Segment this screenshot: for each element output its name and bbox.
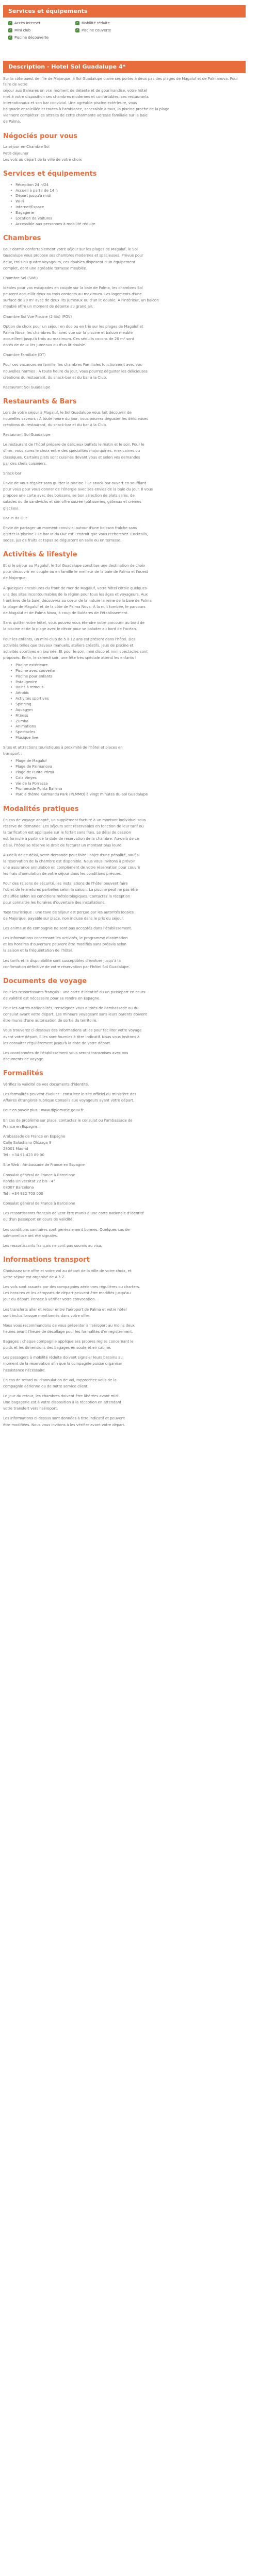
paragraph-gap <box>3 522 255 526</box>
paragraph-gap <box>3 381 255 385</box>
text-line: les frais d'annulation de votre séjour dans les conditions prévues. <box>3 872 122 876</box>
paragraph-gap <box>3 922 255 926</box>
pourquoi-text <box>3 144 255 162</box>
text-line: la plage de Magaluf et de la côte de Palma Nova. À la nuit tombée, le parcours <box>3 604 146 609</box>
documents-text <box>3 990 255 1062</box>
text-line: Chambre Sol Vue Piscine (2 lits) (POV) <box>3 314 72 319</box>
list-item: • Animations <box>10 724 255 730</box>
text-line: salades ou de sandwichs et son offre sucrée (pâtisseries, gâteaux et crèmes <box>3 500 141 504</box>
paragraph-gap <box>3 1335 255 1339</box>
text-line: la saison et la fréquentation de l'hôtel. <box>3 948 73 953</box>
paragraph-gap <box>3 877 255 881</box>
text-line: la piscine et de la plage avec le décor pour se balader au bord de l'océan. <box>3 627 137 632</box>
paragraph-gap <box>3 955 255 958</box>
text-line: Calle Salustiano Olózaga 9 <box>3 1140 52 1145</box>
text-line: Au-delà de ce délai, votre demande peut faire l'objet d'une pénalité, sauf si <box>3 853 140 857</box>
text-line: Snack-bar <box>3 471 22 476</box>
paragraph-gap <box>3 1207 255 1211</box>
text-line: et les horaires d'ouverture peuvent être modifiés sans préavis selon <box>3 942 126 947</box>
text-line: uns des sites incontournables de la région pour tous les âges et voyageurs. Aux <box>3 592 148 597</box>
text-line: être munis d'une autorisation de sortie du territoire. <box>3 1019 98 1023</box>
paragraph-gap <box>3 1240 255 1243</box>
text-line: Vous trouverez ci-dessous des informations utiles pour faciliter votre voyage <box>3 1028 142 1033</box>
text-line: complet, dont une agréable terrasse meublée. <box>3 266 87 270</box>
text-line: propose une carte avec des boissons, se bon sélection de plats salés, de <box>3 494 135 498</box>
paragraph-gap <box>3 1351 255 1355</box>
intro-text <box>3 76 255 124</box>
check-icon: ✓ <box>9 21 12 25</box>
text-line: Ronda Universitat 22 bis - 4° <box>3 1179 55 1183</box>
list-item: • Spectacles <box>10 730 255 735</box>
text-line: de Palma. <box>3 120 21 124</box>
text-line: Chambre Sol (SIMI) <box>3 276 38 280</box>
list-item: • Fitness <box>10 713 255 719</box>
list-item: • Plage de Punta Prima <box>10 770 255 775</box>
paragraph-gap <box>3 1197 255 1201</box>
list-item: • Zumba <box>10 719 255 724</box>
text-line: de validité est nécessaire pour se rendre en Espagne. <box>3 996 101 1001</box>
paragraph-gap <box>3 1047 255 1050</box>
text-line: réserve de demande. Les séjours sont réservables en fonction de leur tarif ou <box>3 824 144 829</box>
text-line: est formulé à partir de la date de réservation de la chambre. Au-delà de ce <box>3 837 139 841</box>
section-title: Informations transport <box>3 1256 90 1264</box>
paragraph-gap <box>3 1390 255 1394</box>
text-line: pour découvrir en couple ou en famille le meilleur de la baie de Palma et l'ouest <box>3 570 148 574</box>
text-line: Pour ces vacances en famille, les chambres Familiales fonctionnent avec vos <box>3 363 142 367</box>
check-icon: ✓ <box>9 28 12 32</box>
text-line: peuvent accueillir deux ou trois contents au maximum. Les logements d'une <box>3 292 142 297</box>
paragraph-gap <box>3 1104 255 1108</box>
text-line: 08007 Barcelona <box>3 1185 34 1190</box>
text-line: France en Espagne. <box>3 1124 39 1129</box>
paragraph-gap <box>3 272 255 276</box>
text-line: Pour dormir confortablement votre séjour sur les plages de Magaluf, le Sol <box>3 247 138 252</box>
text-line: séjour aux Baléares un vrai moment de détente et de gourmandise, votre hôtel <box>3 88 147 93</box>
text-line: nouvelles normes : À toute heure du jour, vous pourrez déguster les délicieuses <box>3 369 148 374</box>
paragraph-gap <box>3 1412 255 1416</box>
section-title: Activités & lifestyle <box>3 551 77 559</box>
text-line: Le jour du retour, les chambres doivent être libérées avant midi. <box>3 1394 120 1399</box>
section-title: Chambres <box>3 234 41 243</box>
text-line: Envie de partager un moment convivial autour d'une boisson fraîche sans <box>3 526 137 530</box>
text-line: viennent compléter les attraits de cette charmante adresse familiale sur la baie <box>3 113 148 118</box>
paragraph-gap <box>3 1319 255 1323</box>
paragraph-gap <box>3 429 255 432</box>
text-line: activités sportives en journée. Et pour le soir, mini disco et mini spectacles sont <box>3 649 148 654</box>
section-title: Services et équipements <box>3 170 97 178</box>
list-item: • Piscine extérieure <box>10 663 255 668</box>
text-line: l'assistance nécessaire. <box>3 1368 46 1372</box>
paragraph-gap <box>3 1114 255 1118</box>
text-line: heures avant l'heure de décollage pour les formalités d'enregistrement. <box>3 1329 133 1334</box>
list-item: • Wi-Fi <box>10 199 255 205</box>
text-line: pour connaître les horaires d'ouverture des installations. <box>3 900 106 905</box>
text-line: nouvelles saveurs : À toute heure du jour, vous pourrez déguster les délicieuses <box>3 416 149 421</box>
list-item: • Musique live <box>10 735 255 741</box>
text-line: la tarification est appliquée sur le forfait sans frais. Le délai de cession <box>3 831 131 835</box>
text-line: la réservation de la chambre est disponible. Nous vous invitons à prévoir <box>3 859 135 863</box>
text-line: En cas de voyage adapté, un supplément facturé à un montant individuel sous <box>3 818 146 822</box>
text-line: internationaux et son bar convivial. Une agréable piscine extérieure, vous <box>3 100 137 105</box>
text-line: surface de 20 m² avec de deux lits jumeaux ou d'un lit double. À l'intérieur, un balcon <box>3 298 159 303</box>
text-line: dotés de deux lits jumeaux ou d'un lit double. <box>3 343 86 348</box>
text-line: consulat avant votre départ. Les mineurs voyageant sans leurs parents doivent <box>3 1012 147 1017</box>
text-line: être modifiées. Nous vous invitons à les vérifier avant votre départ. <box>3 1422 125 1427</box>
list-item: • Internet/Espace <box>10 205 255 210</box>
text-line: Restaurant Sol Guadalupe <box>3 385 51 389</box>
text-line: Site Web : Ambassade de France en Espagne <box>3 1163 85 1167</box>
text-line: La séjour en Chambre Sol <box>3 145 50 149</box>
text-line: Les informations concernant les activités, le programme d'animation <box>3 936 128 941</box>
text-line: Envie de vous régaler sans quitter la piscine ? Le snack-bar ouvert en soufflant <box>3 481 147 486</box>
activities-text <box>3 563 255 660</box>
text-line: À quelques encablures du front de mer de Magaluf, votre hôtel côtoie quelques- <box>3 586 148 590</box>
paragraph-gap <box>3 1169 255 1173</box>
list-item: • Plage de Palmanova <box>10 764 255 770</box>
text-line: Ambassade de France en Espagne <box>3 1134 66 1139</box>
paragraph-gap <box>3 906 255 910</box>
text-line: poids et les dimensions des bagages en soute et en cabine. <box>3 1346 111 1350</box>
practical-text <box>3 818 255 970</box>
equipment-list <box>10 182 255 227</box>
list-item: • Piscine avec couverte <box>10 668 255 674</box>
text-line: les consulter régulièrement jusqu'à la date de votre départ. <box>3 1041 111 1045</box>
text-line: Les coordonnées de l'établissement vous seront transmises avec vos <box>3 1050 128 1055</box>
paragraph-gap <box>3 359 255 362</box>
list-item: • Spinning <box>10 702 255 707</box>
paragraph-gap <box>3 1281 255 1284</box>
section-title: Documents de voyage <box>3 977 87 985</box>
check-icon: ✓ <box>76 21 79 25</box>
list-item: • Aquagym <box>10 707 255 713</box>
text-line: Affaires étrangères rubrique Conseils aux voyageurs avant votre départ. <box>3 1098 135 1103</box>
text-line: Et si le séjour au Magaluf, le Sol Guadalupe constitue une destination de choix <box>3 564 146 568</box>
paragraph-gap <box>3 633 255 637</box>
rooms-text <box>3 247 255 390</box>
formalities-text <box>3 1082 255 1248</box>
text-line: classiques. Certains plats sont cuisinés devant vous et selon vos demandes <box>3 455 140 460</box>
text-line: documents de voyage. <box>3 1057 44 1062</box>
paragraph-gap <box>3 1024 255 1028</box>
paragraph-gap <box>3 477 255 481</box>
text-line: Bar in da Out <box>3 516 27 520</box>
check-icon: ✓ <box>76 28 79 32</box>
list-item: • Accessible aux personnes à mobilité réduite <box>10 222 255 227</box>
text-line: moment de la réservation afin que la compagnie puisse organiser <box>3 1362 122 1366</box>
text-line: sont inclus lorsque mentionnés dans votre offre. <box>3 1313 91 1318</box>
paragraph-gap <box>3 1130 255 1134</box>
text-line: chauffée selon les conditions météorologiques. Contactez la réception <box>3 894 131 899</box>
nearby-list <box>10 758 255 798</box>
section-title: Modalités pratiques <box>3 805 79 814</box>
list-item: • Vie de la Porrassa <box>10 781 255 787</box>
text-line: Pour les autres nationalités, renseignez-vous auprès de l'ambassade ou du <box>3 1006 139 1011</box>
text-line: Les formalités peuvent évoluer : consultez le site officiel du ministère des <box>3 1092 137 1097</box>
text-line: Les conditions sanitaires sont généralement bonnes. Quelques cas de <box>3 1227 130 1232</box>
restaurants-text <box>3 410 255 544</box>
text-line: Tél : +34 932 703 000 <box>3 1191 43 1196</box>
service-item: ✓ Mini club <box>9 28 31 33</box>
text-line: avant votre départ. Elles sont fournies à titre indicatif. Nous vous invitons à <box>3 1035 140 1039</box>
paragraph-gap <box>3 1224 255 1227</box>
list-item: • Promenade Punta Ballena <box>10 786 255 792</box>
text-line: une assurance annulation en complément de votre réservation pour couvrir <box>3 865 141 870</box>
list-item: • Activités sportives <box>10 696 255 702</box>
text-line: Sites et attractions touristiques à proximité de l'hôtel et places en <box>3 745 123 750</box>
paragraph-gap <box>3 1159 255 1162</box>
list-item: • Location de voitures <box>10 216 255 222</box>
text-line: Pour les ressortissants français : une carte d'identité ou un passeport en cours <box>3 990 146 994</box>
text-line: sodas, jus de fruits et tapas se dégustent en salle ou en terrasse. <box>3 538 122 543</box>
text-line: Choisissez une offre et votre vol au départ de la ville de votre choix, et <box>3 1268 132 1273</box>
text-line: 28001 Madrid <box>3 1147 28 1151</box>
text-line: activités telles que travaux manuels, ateliers créatifs, jeux de piscine et <box>3 643 134 648</box>
text-line: Les passagers à mobilité réduite doivent signaler leurs besoins au <box>3 1355 123 1360</box>
text-line: Pour en savoir plus : www.diplomatie.gouv.fr <box>3 1108 84 1113</box>
section-title: Restaurants & Bars <box>3 397 77 405</box>
text-line: de Magaluf et de Palma Nova, à coup de Baléares de l'établissement. <box>3 611 129 616</box>
text-line: Restaurant Sol Guadalupe <box>3 433 51 437</box>
text-line: votre transfert vers l'aéroport. <box>3 1406 58 1411</box>
description-header-bar: Description - Hotel Sol Guadalupe 4* <box>3 61 246 73</box>
text-line: En cas de problème sur place, contactez le consulat ou l'ambassade de <box>3 1118 133 1123</box>
text-line: En cas de retard ou d'annulation de vol, rapprochez-vous de la <box>3 1378 117 1382</box>
paragraph-gap <box>3 617 255 620</box>
text-line: Guadalupe vous propose ses chambres modernes et spacieuses. Prévue pour <box>3 253 143 258</box>
service-item: ✓ Piscine couverte <box>76 28 111 33</box>
paragraph-gap <box>3 438 255 442</box>
list-item: • Pataugeoire <box>10 680 255 685</box>
service-item: ✓ Mobilité réduite <box>76 21 110 25</box>
list-item: • Bains à remous <box>10 685 255 690</box>
text-line: jour du départ. Pensez à vérifier votre convocation. <box>3 1297 96 1302</box>
text-line: de Majorque, payable sur place, non incluse dans le prix du séjour. <box>3 916 124 921</box>
list-item: • Départ jusqu'à midi <box>10 193 255 199</box>
text-line: Idéales pour vos escapades en couple sur la baie de Palma, les chambres Sol <box>3 285 143 290</box>
text-line: ou d'un passeport en cours de validité. <box>3 1217 74 1222</box>
text-line: Le restaurant de l'hôtel prépare de délicieux buffets le matin et le soir. Pour le <box>3 443 144 447</box>
paragraph-gap <box>3 512 255 516</box>
text-line: Palma Nova, les chambres Sol avec vue sur la piscine et balcon meublé <box>3 330 133 335</box>
text-line: Chambre Familiale (DT) <box>3 353 46 358</box>
text-line: Sur la côte ouest de l'île de Majorque, à Sol Guadalupe ouvre ses portes à deux pas des plages de Magaluf et de Palmanova. Pour faire de votre <box>3 77 238 87</box>
text-line: Pour les enfants, un mini-club de 5 à 12 ans est présent dans l'hôtel. Des <box>3 637 136 641</box>
text-line: transport : <box>3 752 22 756</box>
text-line: glacées). <box>3 506 20 511</box>
list-item: • Aérobic <box>10 690 255 696</box>
paragraph-gap <box>3 1374 255 1378</box>
text-line: baignade ensoleillée et toutes à l'ambiance, accessible à tous, la piscine proche de la plage <box>3 107 170 112</box>
text-line: de Majorque. <box>3 576 27 581</box>
paragraph-gap <box>3 849 255 853</box>
list-item: • Bagagerie <box>10 210 255 216</box>
nearby-intro <box>3 745 255 756</box>
text-line: Vérifiez la validité de vos documents d'identité. <box>3 1082 89 1087</box>
text-line: Petit-déjeuner <box>3 151 29 156</box>
transport-text <box>3 1268 255 1428</box>
paragraph-gap <box>3 320 255 324</box>
text-line: Sans quitter votre hôtel, vous pouvez vous étendre votre parcourir au bord de <box>3 621 145 625</box>
text-line: Les informations ci-dessus sont données à titre indicatif et peuvent <box>3 1416 125 1421</box>
text-line: Consulat général de France à Barcelone <box>3 1201 75 1206</box>
text-line: proposés. Enfin, le samedi soir, une fête très spéciale attend les enfants ! <box>3 655 137 660</box>
text-line: Les ressortissants français doivent être munis d'une carte nationale d'identité <box>3 1211 144 1216</box>
text-line: quitter la piscine ? Le bar In da Out est l'endroit que vous recherchez. Cocktails, <box>3 532 148 537</box>
service-item: ✓ Accès internet <box>9 21 41 25</box>
text-line: Consulat général de France à Barcelone <box>3 1173 75 1177</box>
section-title: Formalités <box>3 1070 43 1078</box>
text-line: Une bagagerie est à votre disposition à la réception en attendant <box>3 1400 122 1405</box>
text-line: Les animaux de compagnie ne sont pas acceptés dans l'établissement. <box>3 926 132 931</box>
services-grid <box>8 21 255 40</box>
text-line: Les tarifs et la disponibilité sont susceptibles d'évoluer jusqu'à la <box>3 958 121 963</box>
text-line: Bagages : chaque compagnie applique ses propres règles concernant le <box>3 1340 134 1344</box>
text-line: Les transferts aller et retour entre l'aéroport de Palma et votre hôtel <box>3 1307 127 1312</box>
text-line: pour vous pour vous donner de l'énergie avec ses envies de la baie du jour. Il vous <box>3 487 153 492</box>
services-header-bar: Services et équipements <box>3 5 246 18</box>
text-line: l'objet de fermetures partielles selon la saison. La piscine peut ne pas être <box>3 888 138 892</box>
list-item: • Cala Vinyes <box>10 775 255 781</box>
text-line: créations du restaurant, du snack-bar et du bar à la Club. <box>3 375 107 380</box>
text-line: par des chefs cuisiniers. <box>3 461 47 466</box>
text-line: créations du restaurant, du snack-bar et du bar à la Club. <box>3 423 107 428</box>
paragraph-gap <box>3 467 255 471</box>
text-line: Pour des raisons de sécurité, les installations de l'hôtel peuvent faire <box>3 882 128 886</box>
text-line: délai, l'hôtel se réserve le droit de facturer un montant plus lourd. <box>3 843 123 848</box>
paragraph-gap <box>3 1088 255 1092</box>
text-line: Les vols sont assurés par des compagnies aériennes régulières ou charters. <box>3 1285 140 1290</box>
list-item: • Parc à thème Katmandu Park (PLMMO) à vingt minutes du Sol Guadalupe <box>10 792 255 798</box>
paragraph-gap <box>3 1002 255 1006</box>
text-line: compagnie aérienne ou de notre service client. <box>3 1384 89 1388</box>
section-title: Négociés pour vous <box>3 132 78 140</box>
list-item: • Piscine pour enfants <box>10 674 255 680</box>
check-icon: ✓ <box>9 36 12 40</box>
paragraph-gap <box>3 932 255 936</box>
text-line: met à votre disposition ses chambres modernes et confortables, ses restaurants <box>3 94 149 99</box>
paragraph-gap <box>3 1303 255 1307</box>
list-item: • Plage de Magaluf <box>10 758 255 764</box>
text-line: Nous vous recommandons de vous présenter à l'aéroport au moins deux <box>3 1323 135 1328</box>
text-line: Taxe touristique : une taxe de séjour est perçue par les autorités locales <box>3 910 134 914</box>
paragraph-gap <box>3 349 255 352</box>
text-line: salmonellose ont été signalés. <box>3 1233 58 1238</box>
text-line: accueillent jusqu'à trois au maximum. Ces séduits cocons de 20 m² sont <box>3 336 134 341</box>
text-line: Les ressortissants français ne sont pas soumis au visa. <box>3 1243 102 1248</box>
text-line: confirmation définitive de votre réservation par l'hôtel Sol Guadalupe. <box>3 964 130 969</box>
paragraph-gap <box>3 311 255 314</box>
text-line: Lors de votre séjour à Magaluf, le Sol Guadalupe vous fait découvrir de <box>3 410 132 415</box>
paragraph-gap <box>3 582 255 586</box>
text-line: dîner, vous aurez le choix entre des spécialités majorquines, mexicaines ou <box>3 449 140 453</box>
text-line: Les vols au départ de la ville de votre choix <box>3 157 82 162</box>
list-item: • Réception 24 h/24 <box>10 182 255 188</box>
service-item: ✓ Piscine découverte <box>9 36 49 40</box>
text-line: Tél : +34 91 423 89 00 <box>3 1153 44 1158</box>
activities-list <box>10 663 255 741</box>
paragraph-gap <box>3 282 255 285</box>
text-line: Les horaires et les aéroports de départ peuvent être modifiés jusqu'au <box>3 1291 131 1296</box>
text-line: meublé offre un moment de détente au grand air. <box>3 304 93 309</box>
text-line: deux, trois ou quatre voyageurs, ces doubles disposent d'un équipement <box>3 260 136 264</box>
text-line: votre séjour est organisé de A à Z. <box>3 1275 66 1279</box>
list-item: • Accueil à partir de 14 h <box>10 188 255 194</box>
text-line: Option de choix pour un séjour en duo ou en trio sur les plages de Magaluf et <box>3 324 143 329</box>
text-line: frontières de la baie, découvrez au coeur de la nature la reine de la baie de Palma <box>3 598 152 603</box>
